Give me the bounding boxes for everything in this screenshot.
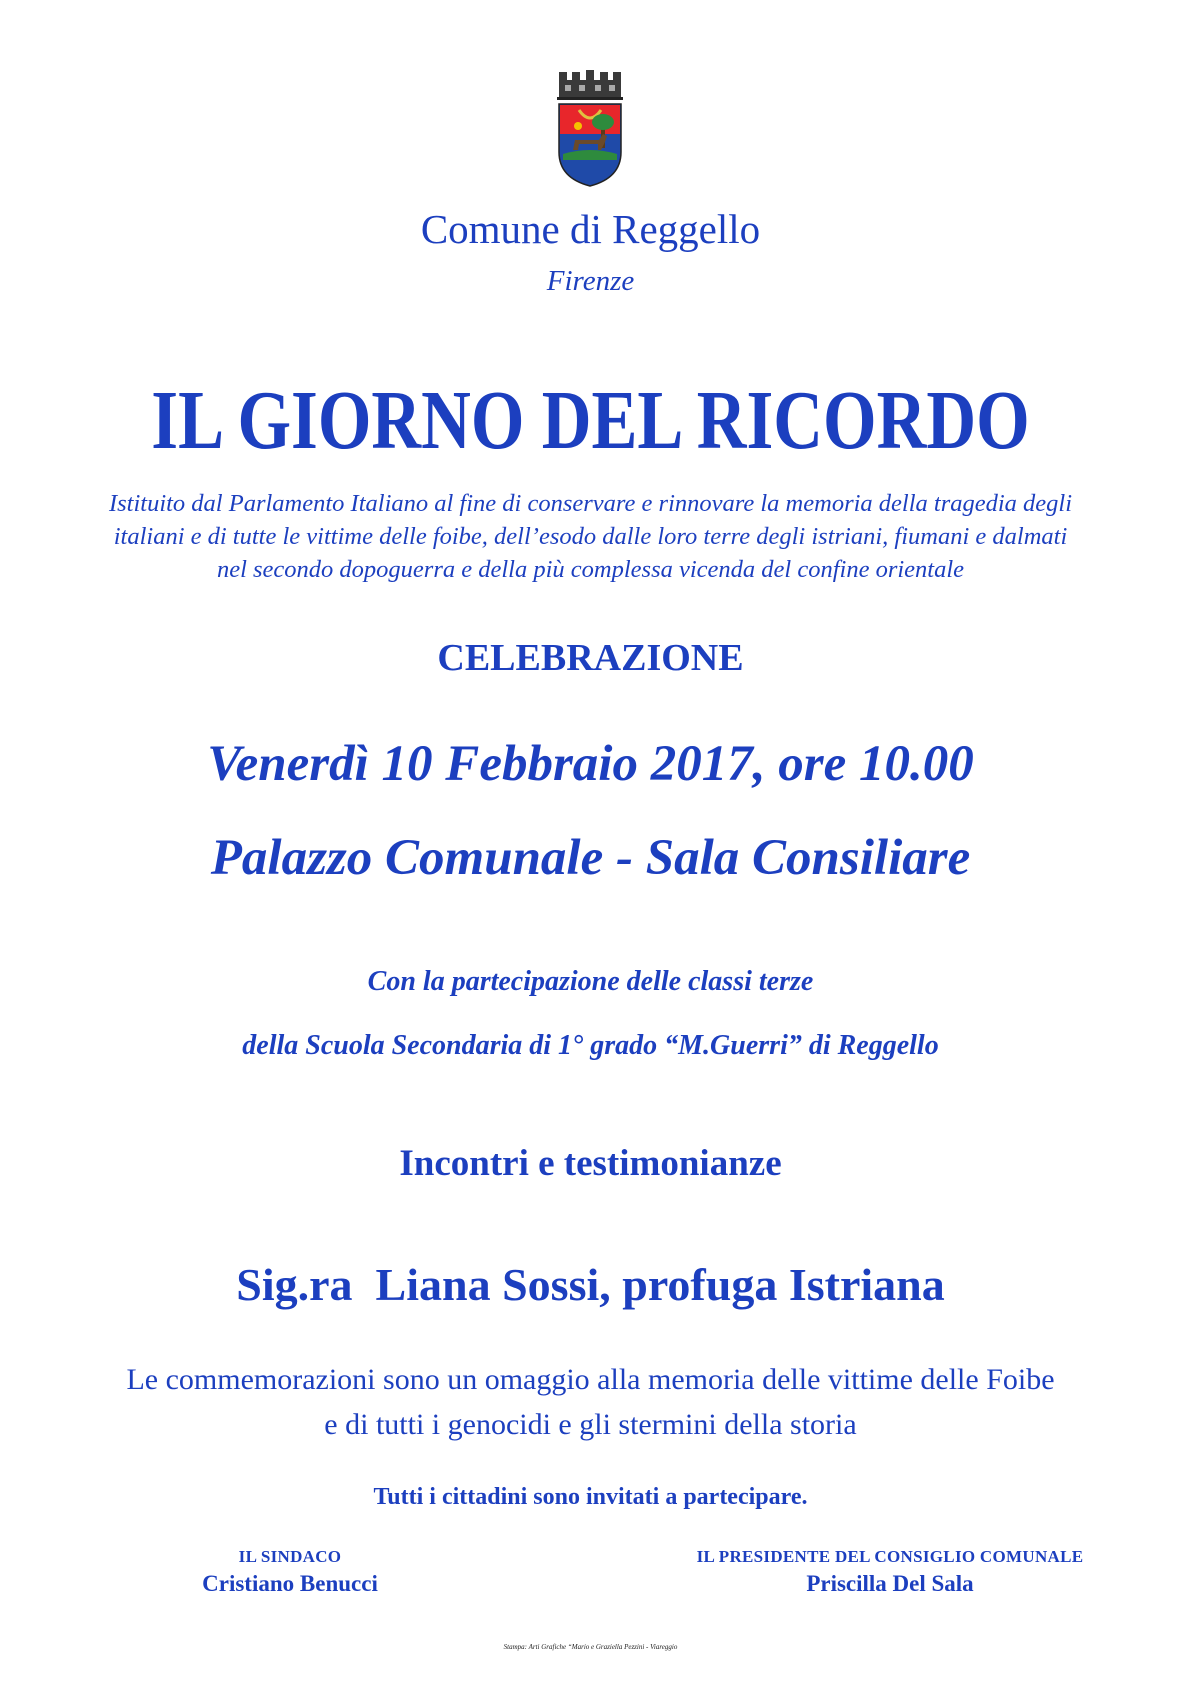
signature-role: IL PRESIDENTE DEL CONSIGLIO COMUNALE bbox=[696, 1547, 1084, 1566]
meetings-heading: Incontri e testimonianze bbox=[399, 1143, 782, 1184]
event-heading: CELEBRAZIONE bbox=[437, 637, 744, 679]
invitation-text: Tutti i cittadini sono invitati a partecipare. bbox=[373, 1484, 808, 1510]
participation-line-1: Con la partecipazione delle classi terze bbox=[367, 966, 814, 997]
signature-mayor bbox=[160, 1547, 420, 1597]
closing-line: Le commemorazioni sono un omaggio alla memoria delle vittime delle Foibe bbox=[126, 1363, 1055, 1396]
municipality-name: Comune di Reggello bbox=[420, 206, 761, 252]
event-venue: Palazzo Comunale - Sala Consiliare bbox=[210, 830, 971, 886]
closing-line: e di tutti i genocidi e gli stermini della storia bbox=[324, 1408, 857, 1441]
intro-line: italiani e di tutte le vittime delle foibe, dell’esodo dalle loro terre degli istriani, fiumani e dalmati bbox=[113, 523, 1068, 550]
signature-name: Cristiano Benucci bbox=[202, 1571, 378, 1596]
signature-name: Priscilla Del Sala bbox=[806, 1571, 974, 1596]
closing-text bbox=[0, 1357, 1181, 1447]
poster-title: IL GIORNO DEL RICORDO bbox=[151, 374, 1030, 467]
intro-line: nel secondo dopoguerra e della più complessa vicenda del confine orientale bbox=[216, 556, 965, 583]
intro-text bbox=[0, 487, 1181, 586]
signature-council-president bbox=[660, 1547, 1120, 1597]
coat-of-arms-icon bbox=[555, 70, 625, 188]
participation-line-2: della Scuola Secondaria di 1° grado “M.Guerri” di Reggello bbox=[242, 1030, 939, 1061]
speaker-name: Sig.ra Liana Sossi, profuga Istriana bbox=[236, 1259, 945, 1310]
province-name: Firenze bbox=[546, 265, 635, 297]
signature-role: IL SINDACO bbox=[238, 1547, 342, 1566]
event-date: Venerdì 10 Febbraio 2017, ore 10.00 bbox=[207, 736, 974, 792]
intro-line: Istituito dal Parlamento Italiano al fine di conservare e rinnovare la memoria della tragedia degli bbox=[108, 490, 1073, 517]
printer-credit: Stampa: Arti Grafiche “Mario e Graziella Pezzini - Viareggio bbox=[503, 1643, 678, 1651]
